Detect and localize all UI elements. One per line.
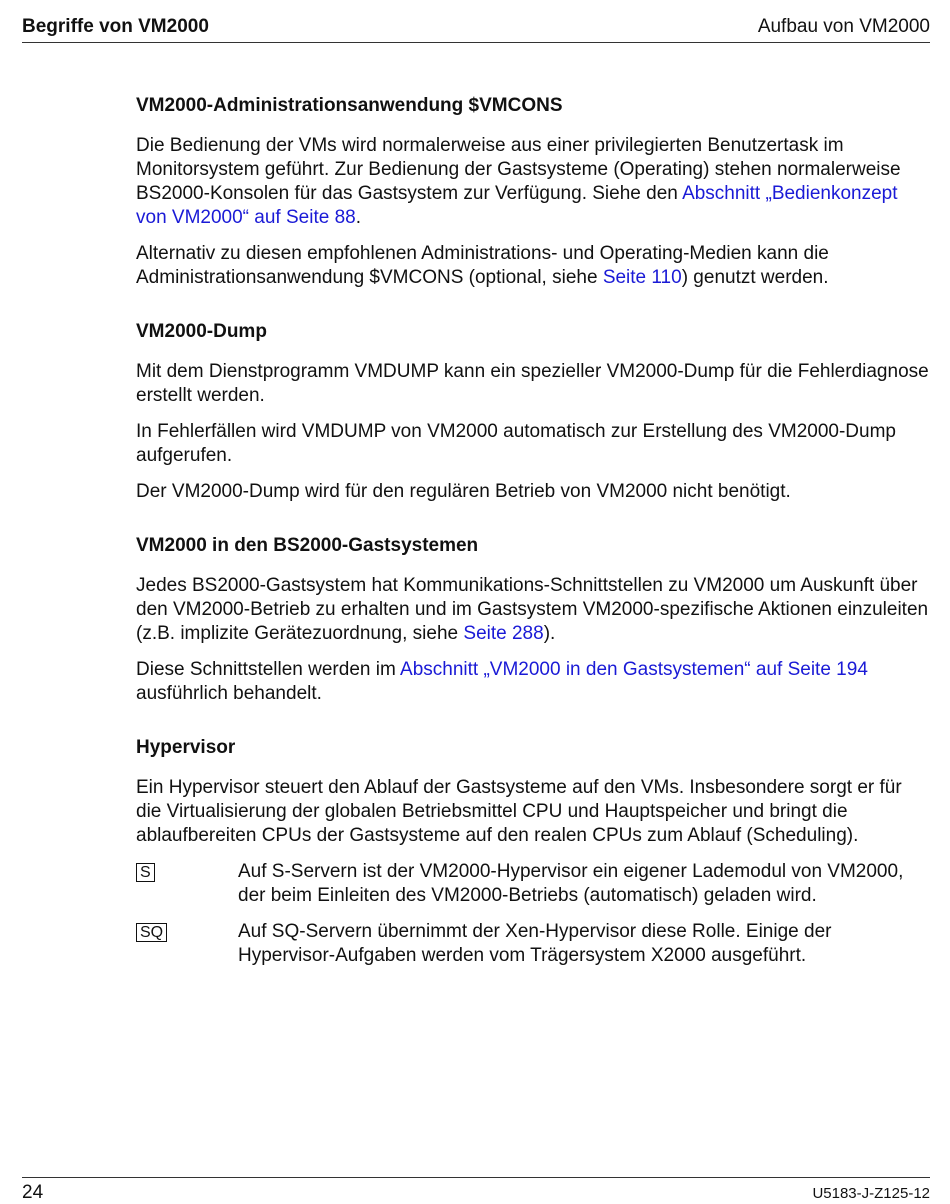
paragraph-text: Diese Schnittstellen werden im (136, 659, 401, 680)
section-heading: VM2000-Dump (136, 321, 267, 342)
item-tag-column (136, 920, 238, 968)
section (136, 94, 930, 290)
item-tag-column (136, 860, 238, 908)
paragraph-text: Ein Hypervisor steuert den Ablauf der Gastsysteme auf den VMs. Insbesondere sorgt er für die Virtualisierung der globalen Betriebsmittel CPU und Hauptspeicher und bringt die ablaufbereiten CPUs der Gastsysteme auf den realen CPUs zum Ablauf (Scheduling). (136, 777, 902, 846)
paragraph (136, 420, 930, 468)
section-heading: VM2000 in den BS2000-Gastsystemen (136, 535, 479, 556)
paragraph (136, 776, 930, 848)
header-section-title: Aufbau von VM2000 (757, 16, 930, 37)
paragraph-text: ). (543, 623, 556, 644)
paragraph-text: ausführlich behandelt. (136, 683, 322, 704)
paragraph (136, 658, 930, 706)
page-header (22, 16, 930, 43)
page-footer (22, 1177, 930, 1204)
paragraph-text: In Fehlerfällen wird VMDUMP von VM2000 automatisch zur Erstellung des VM2000-Dump aufgerufen. (136, 421, 896, 466)
cross-reference-link[interactable]: Abschnitt „Bedienkonzept von VM2000“ auf Seite 88 (136, 183, 898, 228)
paragraph-text: Der VM2000-Dump wird für den regulären Betrieb von VM2000 nicht benötigt. (136, 481, 791, 502)
item-text: Auf S-Servern ist der VM2000-Hypervisor ein eigener Lademodul von VM2000, der beim Einleiten des VM2000-Betriebs (automatisch) geladen wird. (238, 861, 904, 906)
server-type-tag: SQ (136, 923, 167, 942)
section-heading: VM2000-Administrationsanwendung $VMCONS (136, 95, 563, 116)
paragraph-text: Jedes BS2000-Gastsystem hat Kommunikations-Schnittstellen zu VM2000 um Auskunft über den VM2000-Betrieb zu erhalten und im Gastsystem VM2000-spezifische Aktionen einzuleiten (z.B. implizite Gerätezuordnung, siehe (136, 575, 929, 644)
server-type-item (136, 860, 930, 908)
section (136, 320, 930, 504)
section (136, 534, 930, 706)
cross-reference-link[interactable]: Seite 110 (602, 267, 682, 288)
paragraph-text: Die Bedienung der VMs wird normalerweise aus einer privilegierten Benutzertask im Monitorsystem geführt. Zur Bedienung der Gastsysteme (Operating) stehen normalerweise BS2000-Konsolen für das Gastsystem zur Verfügung. Siehe den (136, 135, 901, 204)
header-chapter-title: Begriffe von VM2000 (22, 16, 209, 37)
server-type-tag: S (136, 863, 155, 882)
paragraph-text: Alternativ zu diesen empfohlenen Administrations- und Operating-Medien kann die Administrationsanwendung $VMCONS (optional, siehe (136, 243, 829, 288)
server-type-item (136, 920, 930, 968)
paragraph-text: Mit dem Dienstprogramm VMDUMP kann ein spezieller VM2000-Dump für die Fehlerdiagnose erstellt werden. (136, 361, 929, 406)
paragraph-text: . (355, 207, 361, 228)
item-text: Auf SQ-Servern übernimmt der Xen-Hypervisor diese Rolle. Einige der Hypervisor-Aufgaben werden vom Trägersystem X2000 ausgeführt. (238, 921, 832, 966)
page-number: 24 (22, 1182, 44, 1203)
cross-reference-link[interactable]: Seite 288 (463, 623, 544, 644)
section (136, 736, 930, 968)
section-heading: Hypervisor (136, 737, 236, 758)
paragraph (136, 242, 930, 290)
paragraph-text: ) genutzt werden. (681, 267, 829, 288)
paragraph (136, 574, 930, 646)
page-content (136, 94, 930, 998)
document-id: U5183-J-Z125-12 (812, 1185, 930, 1202)
paragraph (136, 360, 930, 408)
paragraph (136, 480, 930, 504)
paragraph (136, 134, 930, 230)
cross-reference-link[interactable]: Abschnitt „VM2000 in den Gastsystemen“ auf Seite 194 (400, 659, 868, 680)
